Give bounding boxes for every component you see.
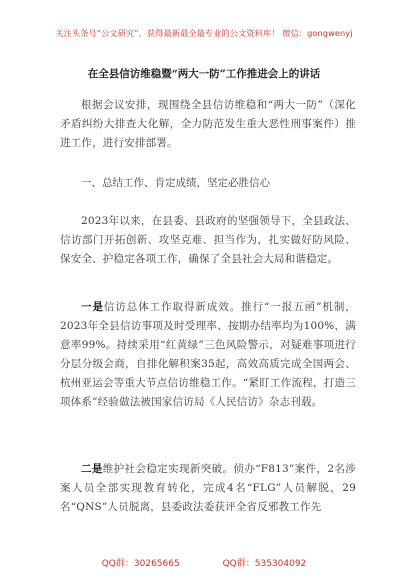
- footer-qq-group-1: QQ群：30265665: [101, 559, 180, 569]
- section-1-heading: 一、总结工作、肯定成绩，坚定必胜信心: [81, 177, 270, 189]
- point-2-paragraph: [60, 460, 356, 517]
- intro-block: [60, 96, 356, 153]
- point-1-lead: 一是: [81, 301, 104, 313]
- intro-paragraph: 根据会议安排，现围绕全县信访维稳和“两大一防”（深化矛盾纠纷大排查大化解，全力防范发生重大恶性刑事案件）推进工作，进行安排部署。: [60, 99, 356, 149]
- point-2-text: 维护社会稳定实现新突破。侦办“F813”案件，2名涉案人员全部实现教育转化，完成4名“FLG”人员解脱，29名“QNS”人员脱离，县委政法委获评全省反邪教工作先: [60, 463, 356, 513]
- point-2-block: [60, 460, 356, 517]
- point-1-paragraph: [60, 298, 356, 412]
- summary-paragraph: 2023年以来，在县委、县政府的坚强领导下，全县政法、信访部门开拓创新、攻坚克难、担当作为，扎实做好防风险、保安全、护稳定各项工作，确保了全县社会大局和谐稳定。: [60, 215, 356, 265]
- footer-banner: [0, 556, 408, 569]
- header-notice: 关注头条号“公文研究”，获得最新最全最专业的公文资料库！ 微信：gongwenyj: [55, 28, 353, 38]
- section-heading-block: [60, 174, 356, 193]
- point-1-block: [60, 298, 356, 412]
- point-1-text: 信访总体工作取得新成效。推行“一报五函”机制，2023年全县信访事项及时受理率、按期办结率均为100%，满意率99%。持续采用“红黄绿”三色风险警示，对疑难事项进行分层分级会商，自排化解积案35起，高效高质完成全国两会、杭州亚运会等重大节点信访维稳工作。“紧盯工作流程，打造三项体系”经验做法被国家信访局《人民信访》杂志刊载。: [60, 301, 356, 408]
- page-title: 在全县信访维稳暨“两大一防”工作推进会上的讲话: [87, 68, 321, 80]
- point-2-lead: 二是: [81, 463, 103, 475]
- footer-qq-group-2: QQ群：535304092: [222, 559, 307, 569]
- summary-block: [60, 212, 356, 269]
